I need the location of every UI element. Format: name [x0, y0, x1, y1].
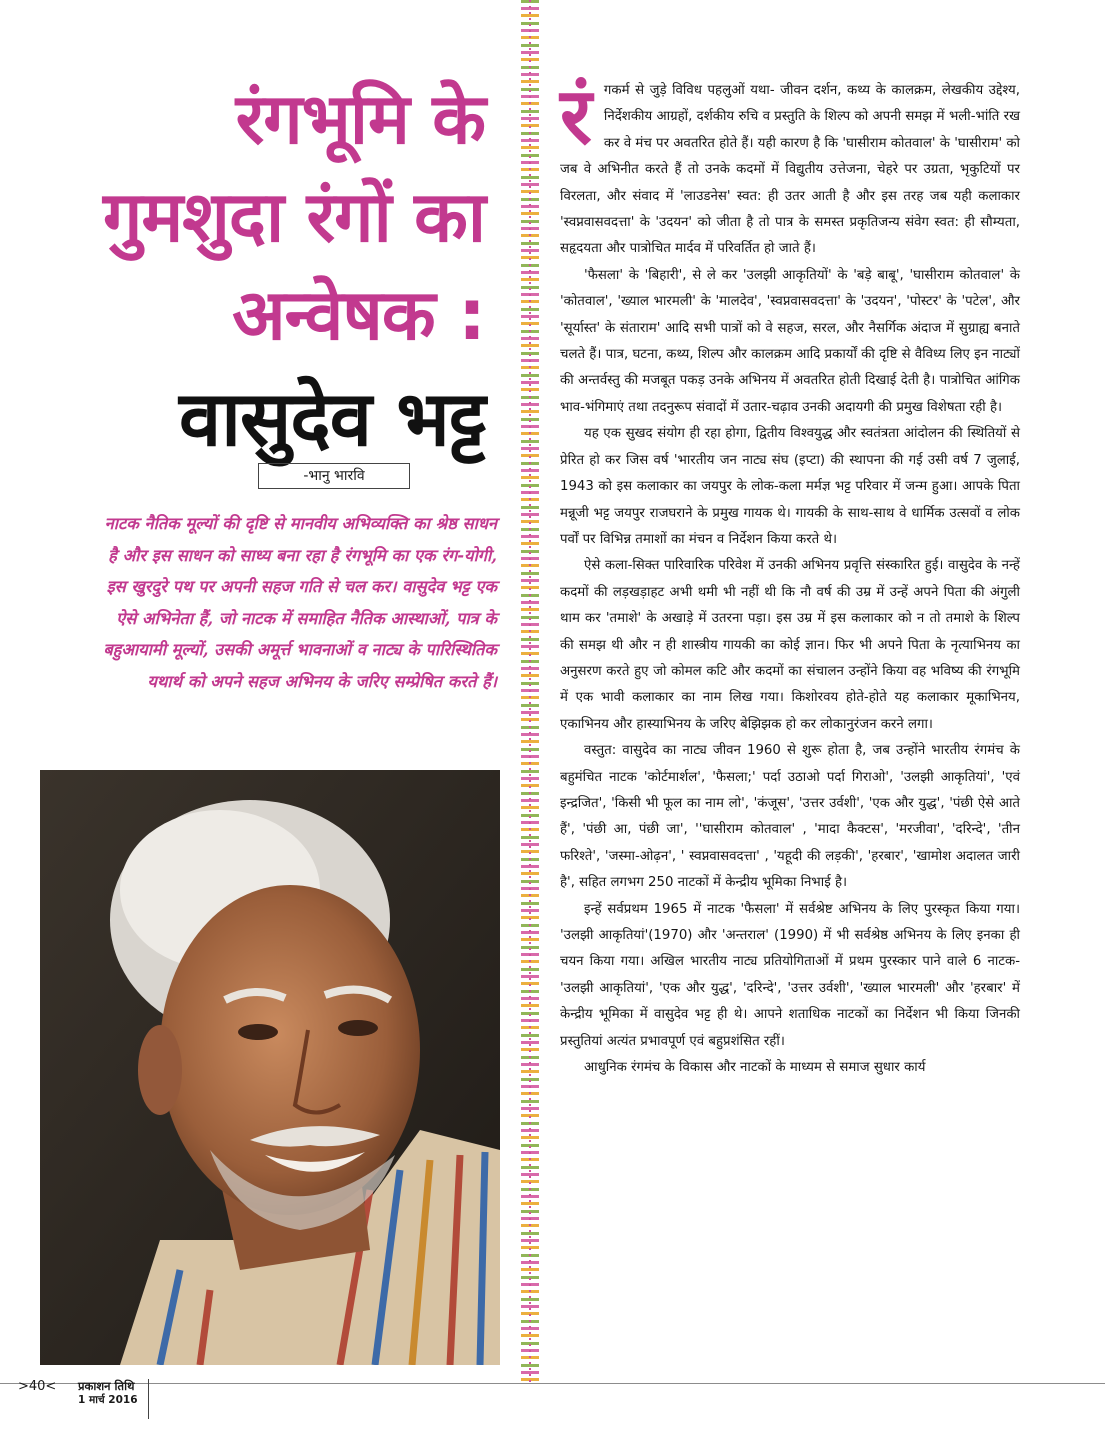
- headline-line-3: अन्वेषक :: [232, 274, 485, 356]
- page-number: >40<: [18, 1379, 57, 1394]
- byline: -भानु भारवि: [258, 463, 410, 489]
- article-paragraph: [560, 72, 1020, 263]
- footer-rule: [0, 1383, 1105, 1384]
- portrait-photo: [40, 770, 500, 1365]
- headline-line-2: गुमशुदा रंगों का: [103, 176, 485, 258]
- article-paragraph: ऐसे कला-सिक्त पारिवारिक परिवेश में उनकी अभिनय प्रवृत्ति संस्कारित हुई। वासुदेव के नन्हें कदमों की लड़खड़ाहट अभी थमी भी नहीं थी कि नौ वर्ष की उम्र में उन्हें अपने पिता की अंगुली थाम कर 'तमाशे' के अखाड़े में उतरना पड़ा। इस उम्र में इस कलाकार को न तो तमाशे के शिल्प की समझ थी और न ही शास्त्रीय गायकी का कोई ज्ञान। फिर भी अपने पिता के नृत्याभिनय का अनुसरण करते हुए जो कोमल कटि और कदमों का संचालन उन्होंने किया वह भविष्य की रंगभूमि में एक भावी कलाकार का नाम लिख गया। किशोरवय होते-होते यह कलाकार मूकाभिनय, एकाभिनय और हास्याभिनय के जरिए बेझिझक हो कर लोकानुरंजन करने लगा।: [560, 558, 1020, 732]
- decorative-border-inner: [529, 0, 531, 1385]
- article-paragraph: वस्तुत: वासुदेव का नाट्य जीवन 1960 से शुरू होता है, जब उन्होंने भारतीय रंगमंच के बहुमंचित नाटक 'कोर्टमार्शल', 'फैसला;' पर्दा उठाओ पर्दा गिराओ', 'उलझी आकृतियां', 'एवं इन्द्रजित', 'किसी भी फूल का नाम लो', 'कंजूस', 'उत्तर उर्वशी', 'एक और युद्ध', 'पंछी ऐसे आते हैं', 'पंछी आ, पंछी जा', ''घासीराम कोतवाल' , 'मादा कैक्टस', 'मरजीवा', 'दरिन्दे', 'तीन फरिश्ते', 'जस्मा-ओढ़न', ' स्वप्नवासवदत्ता' , 'यहूदी की लड़की', 'हरबार', 'खामोश अदालत जारी है', सहित लगभग 250 नाटकों में केन्द्रीय भूमिका निभाई है।: [560, 743, 1020, 891]
- portrait-illustration: [40, 770, 500, 1365]
- article-paragraph: 'फैसला' के 'बिहारी', से ले कर 'उलझी आकृतियों' के 'बड़े बाबू', 'घासीराम कोतवाल' के 'कोतवाल', 'ख्याल भारमली' के 'मालदेव', 'स्वप्नवासवदत्ता' के 'उदयन', 'पोस्टर' के 'पटेल', और 'सूर्यास्त' के संताराम' आदि सभी पात्रों को वे सहज, सरल, और नैसर्गिक अंदाज में सुग्राह्य बनाते चलते हैं। पात्र, घटना, कथ्य, शिल्प और कालक्रम आदि प्रकार्यों की दृष्टि से वैविध्य लिए इन नाट्यों की अन्तर्वस्तु की मजबूत पकड़ उनके अभिनय में अवतरित होती दिखाई देती है। पात्रोचित आंगिक भाव-भंगिमाएं तथा तदनुरूप संवादों में उतार-चढ़ाव उनकी अदायगी की प्रमुख विशेषता रही है।: [560, 267, 1020, 415]
- article-paragraph: यह एक सुखद संयोग ही रहा होगा, द्वितीय विश्वयुद्ध और स्वतंत्रता आंदोलन की स्थितियों से प्रेरित हो कर जिस वर्ष 'भारतीय जन नाट्य संघ (इप्टा) की स्थापना की गई उसी वर्ष 7 जुलाई, 1943 को इस कलाकार का जयपुर के लोक-कला मर्मज्ञ भट्ट परिवार में जन्म हुआ। आपके पिता मन्नूजी भट्ट जयपुर राजघराने के प्रमुख गायक थे। गायकी के साथ-साथ वे धार्मिक उत्सवों व लोक पर्वों पर विभिन्न तमाशों का मंचन व निर्देशन किया करते थे।: [560, 426, 1020, 547]
- headline-name: वासुदेव भट्ट: [179, 374, 485, 463]
- article-body: [560, 72, 1020, 1081]
- drop-cap: रं: [560, 72, 592, 162]
- headline: [60, 70, 485, 468]
- article-paragraph: इन्हें सर्वप्रथम 1965 में नाटक 'फैसला' में सर्वश्रेष्ट अभिनय के लिए पुरस्कृत किया गया। 'उलझी आकृतियां'(1970) और 'अन्तराल' (1990) में भी सर्वश्रेष्ठ अभिनय के लिए इनका ही चयन किया गया। अखिल भारतीय नाट्य प्रतियोगिताओं में प्रथम पुरस्कार पाने वाले 6 नाटक-'उलझी आकृतियां', 'एक और युद्ध', 'दरिन्दे', 'उत्तर उर्वशी', 'ख्याल भारमली' और 'हरबार' में केन्द्रीय भूमिका में वासुदेव भट्ट ही थे। आपने शताधिक नाटकों का निर्देशन भी किया जिनकी प्रस्तुतियां अत्यंत प्रभावपूर्ण एवं बहुप्रशंसित रहीं।: [560, 901, 1020, 1049]
- article-paragraph-text: गकर्म से जुड़े विविध पहलुओं यथा- जीवन दर्शन, कथ्य के कालक्रम, लेखकीय उद्देश्य, निर्देशकीय आग्रहों, दर्शकीय रुचि व प्रस्तुति के शिल्प को अपनी समझ में भली-भांति रख कर वे मंच पर अवतरित होते हैं। यही कारण है कि 'घासीराम कोतवाल' के 'घासीराम' को जब वे अभिनीत करते हैं तो उनके कदमों में विद्युतीय उत्तेजना, चेहरे पर उग्रता, भृकुटियों पर विरलता, और संवाद में 'लाउडनेस' स्वत: ही उतर आती है और इस तरह जब यही कलाकार 'स्वप्नवासवदत्ता' के 'उदयन' को जीता है तो पात्र के समस्त प्रकृतिजन्य संवेग स्वत: ही सौम्यता, सहृदयता और पात्रोचित मार्दव में परिवर्तित हो जाते हैं।: [560, 83, 1020, 257]
- article-paragraph: आधुनिक रंगमंच के विकास और नाटकों के माध्यम से समाज सुधार कार्य: [584, 1060, 926, 1076]
- intro-quote: नाटक नैतिक मूल्यों की दृष्टि से मानवीय अभिव्यक्ति का श्रेष्ठ साधन है और इस साधन को साध्य बना रहा है रंगभूमि का एक रंग-योगी, इस खुरदुरे पथ पर अपनी सहज गति से चल कर। वासुदेव भट्ट एक ऐसे अभिनेता हैं, जो नाटक में समाहित नैतिक आस्थाओं, पात्र के बहुआयामी मूल्यों, उसकी अमूर्त्त भावनाओं व नाट्य के पारिस्थितिक यथार्थ को अपने सहज अभिनय के जरिए सम्प्रेषित करते हैं।: [103, 514, 497, 691]
- publication-label: प्रकाशन तिथि: [78, 1379, 135, 1393]
- publication-date: 1 मार्च 2016: [78, 1394, 138, 1406]
- headline-line-1: रंगभूमि के: [235, 78, 485, 160]
- publication-info: [78, 1379, 149, 1419]
